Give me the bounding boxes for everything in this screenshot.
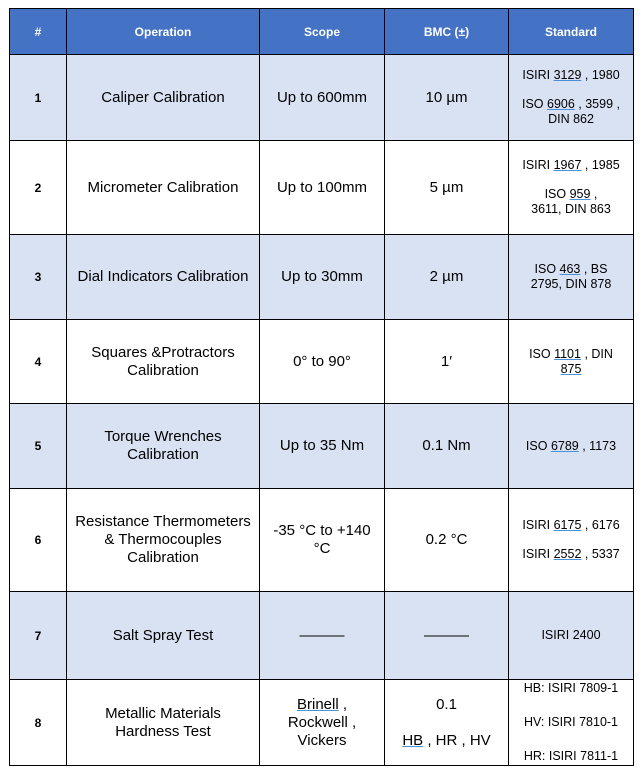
- scope-cell: -35 °C to +140 °C: [260, 489, 385, 592]
- scope-cell: ———: [260, 592, 385, 680]
- row-number: 2: [10, 141, 67, 235]
- standard-text: , 1173: [578, 438, 617, 453]
- row-number: 5: [10, 404, 67, 489]
- standard-text: ISIRI: [522, 68, 554, 82]
- standard-text: ISO: [534, 262, 560, 276]
- standard-number: 1967: [553, 158, 582, 172]
- scope-cell: Up to 30mm: [260, 235, 385, 320]
- bmc-cell: ———: [385, 592, 509, 680]
- row-number: 3: [10, 235, 67, 320]
- standard-text: ,: [590, 187, 598, 201]
- standard-text: ISO: [529, 346, 555, 361]
- header-standard: Standard: [509, 9, 634, 55]
- standard-number: 6789: [550, 438, 579, 453]
- table-row: [10, 55, 634, 141]
- bmc-text: , HR , HV: [423, 731, 491, 749]
- scope-text: Brinell: [296, 695, 339, 713]
- operation-cell: Salt Spray Test: [67, 592, 260, 680]
- standard-line: HV: ISIRI 7810-1: [523, 715, 619, 729]
- operation-cell: Resistance Thermometers & Thermocouples Calibration: [67, 489, 260, 592]
- standard-text: , 1980: [581, 68, 620, 82]
- standard-number: 6906: [547, 97, 575, 111]
- standard-text: , BS: [580, 262, 608, 276]
- standard-line: 3611, DIN 863: [531, 202, 611, 216]
- scope-cell: [260, 680, 385, 766]
- standard-text: ISIRI: [522, 158, 554, 172]
- standard-text: ISO: [544, 187, 570, 201]
- scope-cell: Up to 100mm: [260, 141, 385, 235]
- scope-cell: Up to 35 Nm: [260, 404, 385, 489]
- spacer: [513, 533, 629, 547]
- operation-cell: Squares &Protractors Calibration: [67, 320, 260, 404]
- standard-text: , DIN: [580, 346, 613, 361]
- standard-cell: [509, 404, 634, 489]
- standard-text: , 1985: [581, 158, 620, 172]
- standard-line: DIN 862: [548, 112, 594, 126]
- standard-line: HR: ISIRI 7811-1: [523, 749, 619, 763]
- standard-cell: [509, 55, 634, 141]
- standard-text: ISIRI: [522, 547, 554, 561]
- standard-text: , 3599 ,: [574, 97, 620, 111]
- spacer: [513, 730, 629, 749]
- row-number: 7: [10, 592, 67, 680]
- standard-text: ISO: [521, 97, 547, 111]
- standard-line: [513, 187, 629, 202]
- row-number: 4: [10, 320, 67, 404]
- standard-line: [513, 158, 629, 173]
- standard-cell: [509, 489, 634, 592]
- bmc-cell: 2 µm: [385, 235, 509, 320]
- header-operation: Operation: [67, 9, 260, 55]
- standard-text: , 6176: [581, 518, 620, 532]
- operation-cell: Metallic Materials Hardness Test: [67, 680, 260, 766]
- table-header-row: [10, 9, 634, 55]
- standard-line: [513, 547, 629, 562]
- scope-cell: Up to 600mm: [260, 55, 385, 141]
- scope-line: [264, 696, 380, 714]
- bmc-cell: 0.1 Nm: [385, 404, 509, 489]
- standard-text: , 5337: [581, 547, 620, 561]
- standard-number: 3129: [553, 68, 582, 82]
- bmc-cell: 1′: [385, 320, 509, 404]
- table-row: [10, 141, 634, 235]
- standard-line: [513, 262, 629, 277]
- bmc-cell: 10 µm: [385, 55, 509, 141]
- standard-line: 875: [560, 361, 582, 376]
- spacer: [389, 714, 504, 732]
- row-number: 1: [10, 55, 67, 141]
- header-scope: Scope: [260, 9, 385, 55]
- spacer: [513, 173, 629, 187]
- table-row: [10, 235, 634, 320]
- standard-number: 959: [569, 187, 591, 201]
- scope-cell: 0° to 90°: [260, 320, 385, 404]
- standard-cell: [509, 141, 634, 235]
- operation-cell: Torque Wrenches Calibration: [67, 404, 260, 489]
- row-number: 8: [10, 680, 67, 766]
- standard-text: ISIRI: [522, 518, 554, 532]
- bmc-text: HB: [402, 731, 424, 749]
- standard-line: [513, 97, 629, 112]
- bmc-cell: 0.2 °C: [385, 489, 509, 592]
- standard-number: 6175: [553, 518, 582, 532]
- bmc-line: [389, 732, 504, 750]
- table-row: [10, 404, 634, 489]
- bmc-cell: 5 µm: [385, 141, 509, 235]
- table-row: [10, 489, 634, 592]
- standard-cell: [509, 235, 634, 320]
- bmc-cell: [385, 680, 509, 766]
- scope-line: Rockwell ,: [287, 713, 357, 731]
- standard-cell: ISIRI 2400: [509, 592, 634, 680]
- standard-cell: [509, 320, 634, 404]
- operation-cell: Caliper Calibration: [67, 55, 260, 141]
- calibration-table: [9, 8, 634, 766]
- standard-line: [513, 347, 629, 362]
- header-num: #: [10, 9, 67, 55]
- standard-line: [513, 439, 629, 454]
- table-row: [10, 320, 634, 404]
- standard-line: [513, 68, 629, 83]
- spacer: [513, 83, 629, 97]
- bmc-line: 0.1: [436, 695, 457, 713]
- standard-cell: [509, 680, 634, 766]
- table-row: [10, 592, 634, 680]
- standard-number: 1101: [554, 346, 581, 361]
- standard-line: [513, 518, 629, 533]
- standard-text: ISO: [525, 438, 551, 453]
- standard-line: 2795, DIN 878: [530, 277, 612, 291]
- standard-line: HB: ISIRI 7809-1: [523, 681, 619, 695]
- standard-number: 2552: [553, 547, 582, 561]
- operation-cell: Micrometer Calibration: [67, 141, 260, 235]
- row-number: 6: [10, 489, 67, 592]
- header-bmc: BMC (±): [385, 9, 509, 55]
- scope-text: ,: [338, 695, 348, 713]
- standard-number: 463: [559, 262, 581, 276]
- spacer: [513, 696, 629, 715]
- table-row: [10, 680, 634, 766]
- scope-line: Vickers: [297, 731, 347, 749]
- operation-cell: Dial Indicators Calibration: [67, 235, 260, 320]
